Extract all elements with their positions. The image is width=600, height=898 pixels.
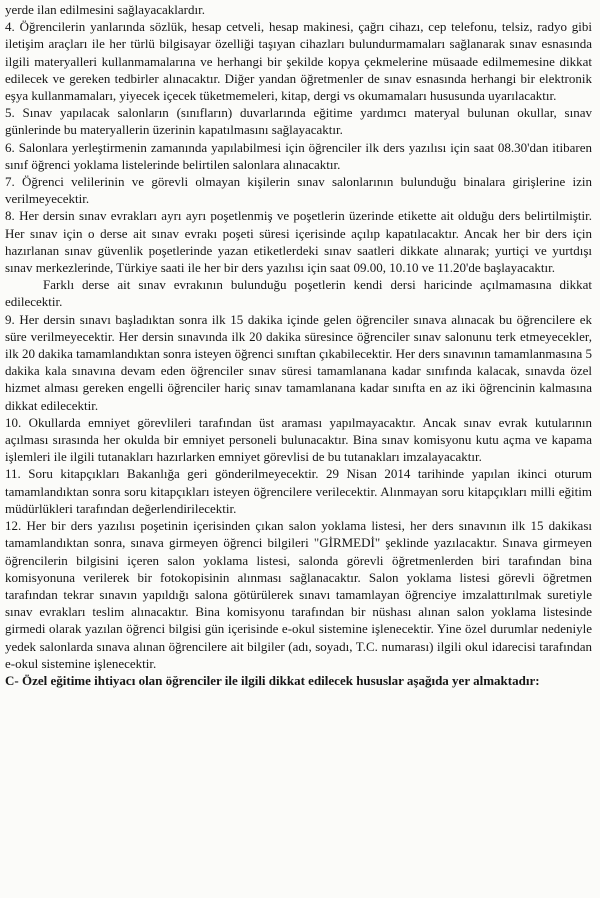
- paragraph-item-9: 9. Her dersin sınavı başladıktan sonra ilk 15 dakika içinde gelen öğrenciler sınava alınacak bu öğrencilere ek süre verilmeyecektir. Her dersin sınavında ilk 20 dakika süresince öğrenciler sınav salonunu terk etmeyecekler, ilk 20 dakika tamamlandıktan sonra isteyen öğrenci sınıftan çıkabilecektir. Her ders sınavının tamamlanmasına 5 dakika kala sınavına devam eden öğrenciler sınav süresi tamamlanana kadar sınıfında kalacak, sınavda özel hizmet alması gereken engelli öğrenciler hariç sınav tamamlanana kadar sınıfta en az iki öğrencinin kalmasına dikkat edilecektir.: [5, 311, 592, 413]
- paragraph-item-12: 12. Her bir ders yazılısı poşetinin içerisinden çıkan salon yoklama listesi, her ders sınavının ilk 15 dakikası tamamlandıktan sonra, sınava girmeyen öğrenci bilgileri "GİRMEDİ" şeklinde yazılacaktır. Sınava girmeyen öğrencilerin bilgisini içeren salon yoklama listesi, salonda görevli öğretmenlerden biri tarafından bina komisyonuna verilerek bir fotokopisinin alınması sağlanacaktır. Salon yoklama listesi görevli öğretmen tarafından tekrar sınavın yapıldığı salona götürülerek sınavı tamamlayan öğrenciye imzalattırılmak suretiyle sınav evrakları teslim alınacaktır. Bina komisyonu tarafından bir nüshası alınan salon yoklama listesinde girmedi olarak yazılan öğrenci bilgisi gün içerisinde e-okul sistemine işlenecektir. Yine özel durumlar nedeniyle yedek salonlarda sınava alınan öğrencilere ait bilgiler (adı, soyadı, T.C. numarası) ilgili okul idarecisi tarafından e-okul sistemine işlenecektir.: [5, 518, 592, 671]
- paragraph-item-11: 11. Soru kitapçıkları Bakanlığa geri gönderilmeyecektir. 29 Nisan 2014 tarihinde yapılan ikinci oturum tamamlandıktan sonra soru kitapçıkları isteyen öğrencilere verilecektir. Alınmayan soru kitapçıkları milli eğitim müdürlükleri tarafından değerlendirilecektir.: [5, 466, 592, 516]
- paragraph-item-5: 5. Sınav yapılacak salonların (sınıfların) duvarlarında eğitime yardımcı materyal bulunan okullar, sınav günlerinde bu materyallerin üzerinin kapatılmasını sağlayacaktır.: [5, 105, 592, 138]
- paragraph-item-4: 4. Öğrencilerin yanlarında sözlük, hesap cetveli, hesap makinesi, çağrı cihazı, cep telefonu, telsiz, radyo gibi iletişim araçları ile her türlü bilgisayar özelliği taşıyan cihazları bulundurmamaları sağlanarak sınav esnasında ilgili materyalleri kullanmamalarına ve herhangi bir şekilde kopya çekmelerine müsaade edilmemesine dikkat edilecek ve gereken tedbirler alınacaktır. Diğer yandan öğretmenler de sınav esnasında herhangi bir elektronik eşya kullanmamaları, yiyecek içecek tüketmemeleri, kitap, dergi vs okumamaları hususunda uyarılacaktır.: [5, 19, 592, 104]
- paragraph-item-10: 10. Okullarda emniyet görevlileri tarafından üst araması yapılmayacaktır. Ancak sınav evrak kutularının açılması sırasında her okulda bir emniyet personeli bulunacaktır. Bina sınav komisyonu kutu açma ve kapama işlemleri ile ilgili tutanakları hazırlarken emniyet görevlisi de bu tutanakları imzalayacaktır.: [5, 414, 592, 465]
- paragraph-item-6: 6. Salonlara yerleştirmenin zamanında yapılabilmesi için öğrenciler ilk ders yazılısı için saat 08.30'dan itibaren sınıf öğrenci yoklama listelerinde belirtilen salonlara alınacaktır.: [5, 139, 592, 172]
- paragraph-item-8: 8. Her dersin sınav evrakları ayrı ayrı poşetlenmiş ve poşetlerin üzerinde etikette ait olduğu ders belirtilmiştir. Her sınav için o derse ait sınav evrakı poşeti süresi içerisinde açılıp kapatılacaktır. Ancak her bir ders için hazırlanan sınav güvenlik poşetlerinde yazan etiketlerdeki sınav saatleri dikkate alınarak; yurtiçi ve yurtdışı sınav merkezlerinde, Türkiye saati ile her bir ders yazılısı için saat 09.00, 10.10 ve 11.20'de başlayacaktır.: [5, 208, 592, 276]
- paragraph-item-8-note: Farklı derse ait sınav evrakının bulunduğu poşetlerin kendi dersi haricinde açılmamasına dikkat edilecektir.: [5, 277, 592, 310]
- paragraph-continuation: yerde ilan edilmesini sağlayacaklardır.: [5, 2, 205, 17]
- paragraph-item-7: 7. Öğrenci velilerinin ve görevli olmayan kişilerin sınav salonlarının bulunduğu binalara girişlerine izin verilmeyecektir.: [5, 174, 592, 207]
- section-heading-c: C- Özel eğitime ihtiyacı olan öğrenciler ile ilgili dikkat edilecek hususlar aşağıda yer almaktadır:: [5, 672, 540, 688]
